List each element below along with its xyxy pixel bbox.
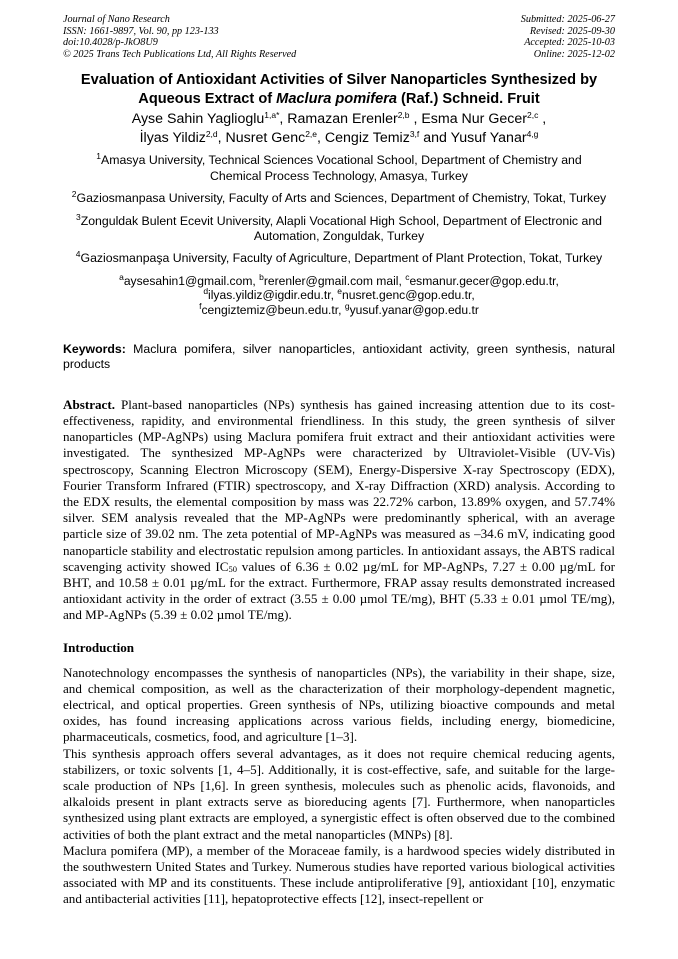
email-mark: e (337, 286, 343, 297)
author (451, 130, 539, 146)
author (140, 130, 226, 146)
email-mark: f (199, 301, 202, 311)
email-mark: b (259, 271, 264, 282)
author-separator: , (217, 129, 226, 146)
affiliation-text: Zonguldak Bulent Ecevit University, Alapli Vocational High School, Department of Electronic and Automation, Zonguldak, Turkey (80, 213, 603, 243)
introduction-paragraph: This synthesis approach offers several advantages, as it does not require chemical reducing agents, stabilizers, or toxic solvents [1, 4–5]. Additionally, it is cost-effective, safe, and suitable for the large-scale production of NPs [1,6]. In green synthesis, molecules such as phenolic acids, flavonoids, and alkaloids present in plant extracts serve as bioreducing agents [7]. Furthermore, when nanoparticles synthesized using plant extracts are employed, a synergistic effect is often observed due to the combined activities of both the plant extract and the metal nanoparticles (MNPs) [8]. (63, 745, 615, 842)
journal-doi[interactable]: doi:10.4028/p-JkO8U9 (63, 37, 158, 49)
author-name: Nusret Genc (225, 129, 306, 146)
journal-copyright: © 2025 Trans Tech Publications Ltd, All Rights Reserved (63, 48, 297, 60)
affiliation-number: 3 (75, 211, 81, 222)
author-name: Ramazan Erenler (287, 111, 398, 128)
email-mark: d (203, 286, 209, 297)
email-separator: , (330, 288, 338, 303)
author (226, 130, 325, 146)
abstract-label: Abstract. (63, 396, 115, 412)
author-name: Cengiz Temiz (324, 129, 410, 146)
author (287, 111, 421, 127)
journal-issn: ISSN: 1661-9897, Vol. 90, pp 123-133 (63, 25, 219, 37)
paper-page (63, 14, 615, 908)
abstract-text-2: values of 6.36 ± 0.02 µg/mL for MP-AgNPs, 7.27 ± 0.00 µg/mL for BHT, and 10.58 ± 0.01 µg/mL for the extract. Furthermore, FRAP assay results demonstrated increased antioxidant activity in the order of extract (3.55 ± 0.00 µmol TE/mg), BHT (5.33 ± 0.01 µmol TE/mg), and MP-AgNPs (5.39 ± 0.02 µmol TE/mg). (63, 558, 615, 623)
author-separator: and (419, 129, 451, 146)
author-affiliation-mark: 4,g (526, 128, 539, 139)
email-mark: c (405, 271, 410, 282)
affiliation-number: 4 (75, 249, 81, 260)
email-mark: g (344, 301, 350, 311)
author-affiliation-mark: 2,e (305, 128, 318, 139)
title-species: Maclura pomifera (276, 90, 397, 107)
email-address[interactable]: esmanur.gecer@gop.edu.tr (409, 273, 556, 288)
email-separator: , (555, 273, 559, 288)
author-affiliation-mark: 1,a* (264, 110, 280, 121)
email-separator: , (398, 273, 406, 288)
journal-name: Journal of Nano Research (63, 14, 170, 25)
email[interactable] (405, 271, 559, 288)
email-mark: a (119, 271, 124, 282)
email-address[interactable]: aysesahin1@gmail.com (123, 273, 253, 288)
introduction-paragraph: Nanotechnology encompasses the synthesis of nanoparticles (NPs), the variability in their shape, size, and chemical composition, as well as the characterization of their morphology-dependent magnetic, electrical, and optical properties. Green synthesis of NPs, utilizing bioactive compounds and metal oxides, has found increasing applications across various fields, including energy, biomedicine, pharmaceuticals, cosmetics, food, and agriculture [1–3]. (63, 664, 615, 745)
author-affiliation-mark: 2,c (527, 110, 539, 121)
author-name: İlyas Yildiz (139, 129, 206, 146)
date-online: Online: 2025-12-02 (533, 48, 615, 60)
email-separator: , (252, 273, 260, 288)
affiliation (63, 211, 615, 245)
affiliation-number: 2 (71, 189, 77, 200)
publication-dates (521, 14, 615, 60)
affiliation (63, 191, 615, 206)
author-separator: , (538, 111, 547, 128)
journal-header (63, 14, 615, 60)
introduction-heading: Introduction (63, 639, 135, 655)
abstract-subscript: 50 (228, 563, 238, 574)
affiliation (63, 251, 615, 266)
affiliation-text: Amasya University, Technical Sciences Vocational School, Department of Chemistry and Chemical Process Technology, Amasya, Turkey (101, 153, 582, 183)
affiliation (63, 153, 615, 184)
email-address[interactable]: ilyas.yildiz@igdir.edu.tr (208, 288, 331, 303)
author-separator: , (409, 111, 422, 128)
email[interactable] (337, 288, 474, 302)
email[interactable] (119, 271, 260, 288)
email[interactable] (203, 288, 337, 302)
email[interactable] (199, 303, 345, 317)
author-affiliation-mark: 3,f (409, 128, 420, 139)
author (421, 111, 546, 127)
date-accepted: Accepted: 2025-10-03 (524, 37, 615, 49)
author-separator: , (279, 111, 288, 128)
affiliation-number: 1 (96, 151, 101, 162)
journal-info (63, 14, 296, 60)
author-name: Esma Nur Gecer (421, 111, 527, 128)
author-separator: , (317, 129, 325, 146)
introduction-paragraph: Maclura pomifera (MP), a member of the Moraceae family, is a hardwood species widely distributed in the southwestern United States and Turkey. Numerous studies have reported various biological activities associated with MP and its constituents. These include antiproliferative [9], antioxidant [10], enzymatic and antibacterial activities [11], hepatoprotective effects [12], insect-repellent or (63, 842, 615, 907)
email-address[interactable]: rerenler@gmail.com mail (263, 273, 399, 288)
title-part-2: (Raf.) Schneid. Fruit (397, 90, 540, 107)
email-separator: , (471, 288, 475, 303)
email[interactable] (345, 303, 479, 317)
affiliation-text: Gaziosmanpaşa University, Faculty of Agriculture, Department of Plant Protection, Tokat, Turkey (80, 251, 603, 266)
date-submitted: Submitted: 2025-06-27 (520, 14, 615, 25)
email-address[interactable]: nusret.genc@gop.edu.tr (342, 288, 472, 303)
email[interactable] (259, 271, 406, 288)
affiliation-list (63, 153, 615, 266)
author-name: Ayse Sahin Yaglioglu (131, 111, 265, 128)
keywords (63, 342, 615, 373)
affiliation-text: Gaziosmanpasa University, Faculty of Arts and Sciences, Department of Chemistry, Tokat, Turkey (76, 191, 607, 206)
abstract (63, 397, 615, 624)
date-revised: Revised: 2025-09-30 (529, 25, 615, 37)
author-list (63, 110, 615, 147)
keywords-text: Maclura pomifera, silver nanoparticles, antioxidant activity, green synthesis, natural products (63, 341, 615, 372)
author-affiliation-mark: 2,b (397, 110, 410, 121)
author-affiliation-mark: 2,d (205, 128, 218, 139)
email-address[interactable]: cengiztemiz@beun.edu.tr (201, 303, 339, 317)
email-address[interactable]: yusuf.yanar@gop.edu.tr (349, 303, 479, 317)
author (132, 111, 288, 127)
author-name: Yusuf Yanar (450, 129, 527, 146)
author (325, 130, 451, 146)
paper-title (63, 71, 615, 108)
title-part-1: Evaluation of Antioxidant Activities of Silver Nanoparticles Synthesized by Aqueous Extract of (80, 72, 598, 107)
abstract-text-1: Plant-based nanoparticles (NPs) synthesis has gained increasing attention due to its cost-effectiveness, rapidity, and environmental friendliness. In this study, the green synthesis of silver nanoparticles (MP-AgNPs) using Maclura pomifera fruit extract and their antioxidant activities were investigated. The synthesized MP-AgNPs were characterized by Ultraviolet-Visible (UV-Vis) spectroscopy, Scanning Electron Microscopy (SEM), Energy-Dispersive X-ray Spectroscopy (EDX), Fourier Transform Infrared (FTIR) spectroscopy, and X-ray Diffraction (XRD) analysis. According to the EDX results, the elemental composition by mass was 22.72% carbon, 13.89% oxygen, and 57.74% silver. SEM analysis revealed that the MP-AgNPs were predominantly spherical, with an average particle size of 39.02 nm. The zeta potential of MP-AgNPs was measured as –34.6 mV, indicating good nanoparticle stability and electrostatic repulsion among particles. In antioxidant assays, the ABTS radical scavenging activity showed IC (63, 396, 615, 574)
keywords-label: Keywords: (63, 341, 126, 356)
email-list (63, 271, 615, 318)
email-separator: , (338, 303, 345, 317)
